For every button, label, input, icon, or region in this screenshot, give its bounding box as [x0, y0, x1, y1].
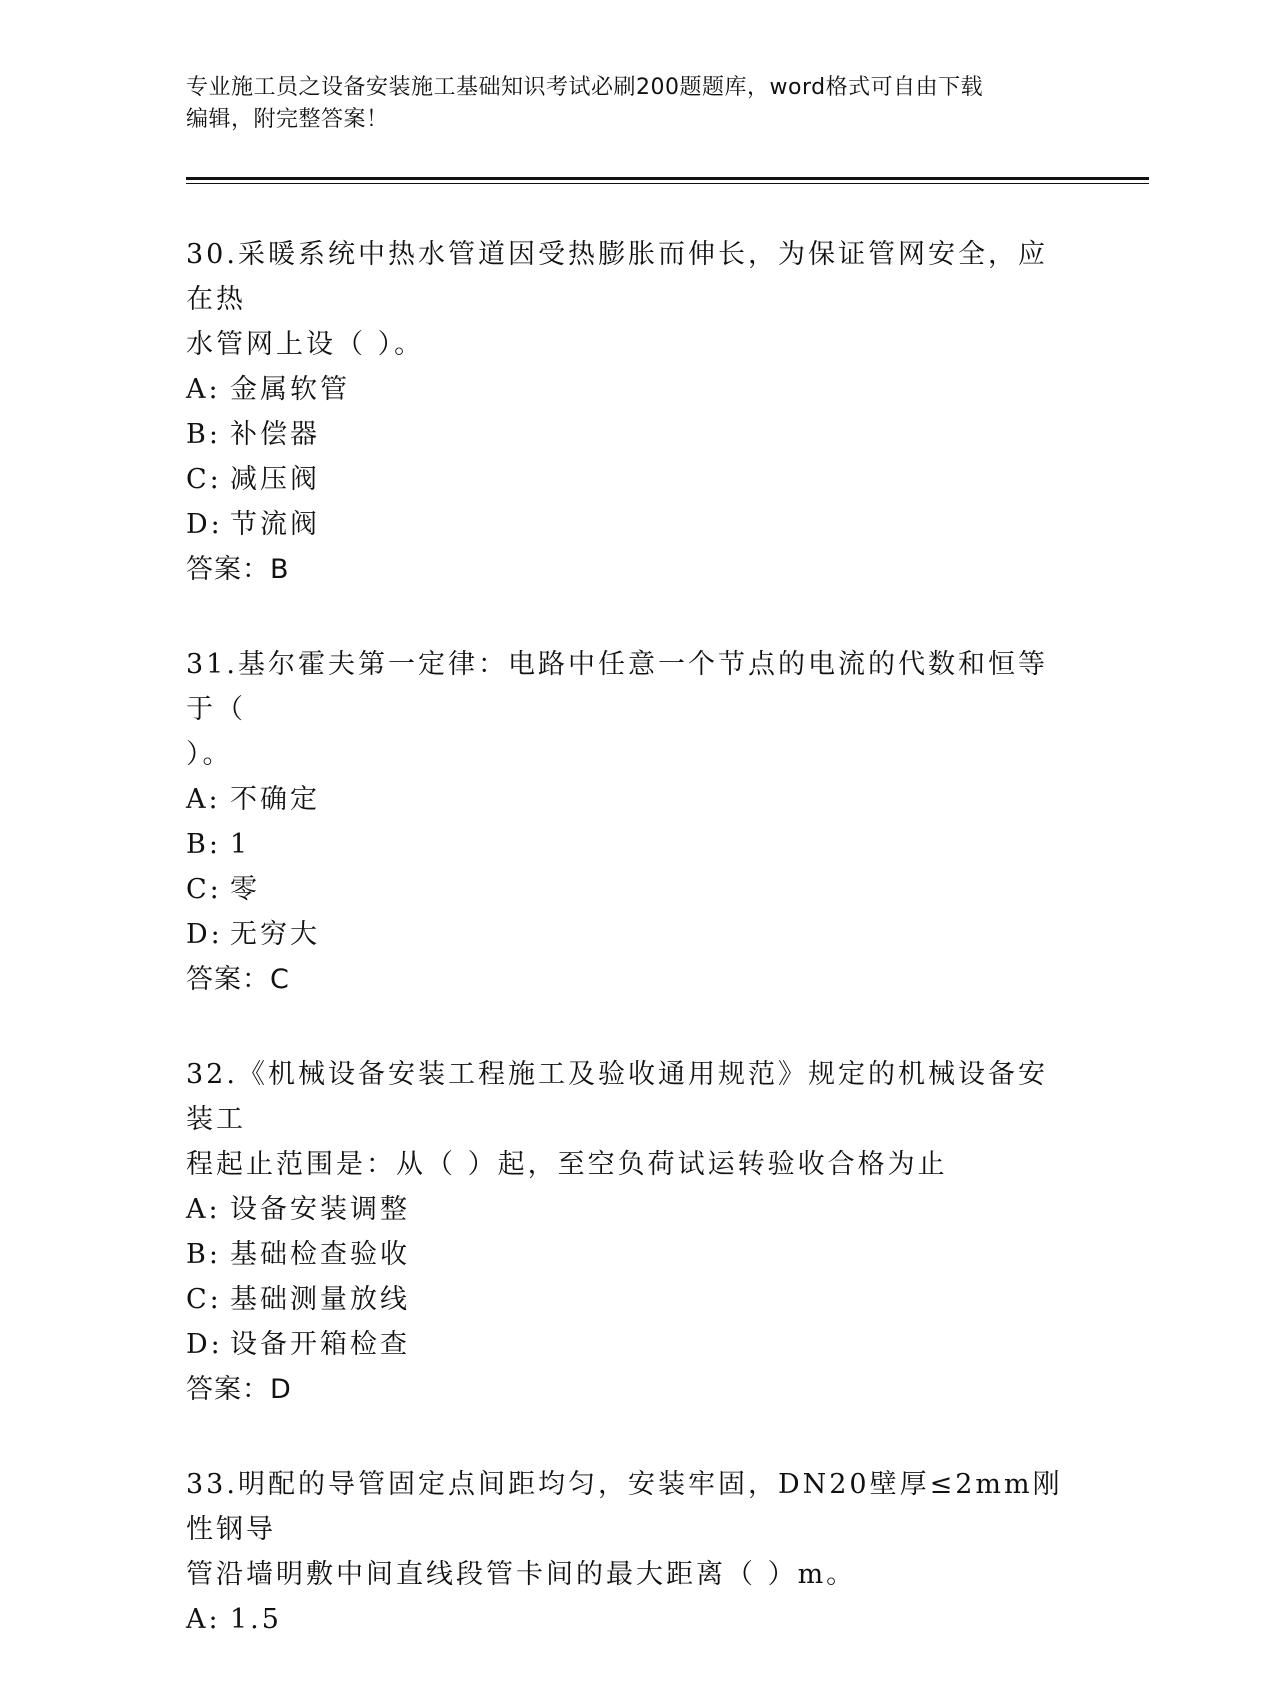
option-letter: A: — [186, 374, 221, 405]
option-a — [186, 777, 1066, 822]
option-b — [186, 1232, 1066, 1277]
question-text — [186, 642, 1066, 777]
option-letter: C: — [186, 874, 222, 905]
question-text-line-2: 管沿墙明敷中间直线段管卡间的最大距离（ ）m。 — [186, 1559, 857, 1590]
header-divider-thin — [186, 183, 1149, 184]
option-text: 金属软管 — [230, 374, 350, 405]
option-c — [186, 1277, 1066, 1322]
option-letter: A: — [186, 1604, 221, 1635]
option-letter: B: — [186, 1239, 221, 1270]
header-divider-thick — [186, 177, 1149, 180]
option-text: 无穷大 — [230, 919, 320, 950]
question-text-line-2: 程起止范围是：从（ ）起，至空负荷试运转验收合格为止 — [186, 1149, 948, 1180]
question-text — [186, 232, 1066, 367]
option-text: 补偿器 — [230, 419, 320, 450]
option-letter: A: — [186, 1194, 221, 1225]
question-32 — [186, 1052, 1066, 1412]
option-a — [186, 367, 1066, 412]
question-31 — [186, 642, 1066, 1002]
option-text: 基础检查验收 — [230, 1239, 410, 1270]
document-header — [186, 72, 1066, 136]
option-letter: B: — [186, 829, 221, 860]
option-text: 减压阀 — [230, 464, 320, 495]
option-d — [186, 502, 1066, 547]
option-text: 1.5 — [230, 1604, 282, 1635]
option-letter: A: — [186, 784, 221, 815]
option-text: 节流阀 — [230, 509, 320, 540]
question-30 — [186, 232, 1066, 592]
option-b — [186, 822, 1066, 867]
answer-line: 答案：B — [186, 554, 290, 585]
option-c — [186, 457, 1066, 502]
option-letter: D: — [186, 1329, 223, 1360]
question-text-line-1: 32.《机械设备安装工程施工及验收通用规范》规定的机械设备安装工 — [186, 1059, 1048, 1135]
question-text-line-1: 33.明配的导管固定点间距均匀，安装牢固，DN20壁厚≤2mm刚性钢导 — [186, 1469, 1063, 1545]
option-text: 不确定 — [230, 784, 320, 815]
option-text: 1 — [230, 829, 251, 860]
option-letter: B: — [186, 419, 221, 450]
option-text: 设备安装调整 — [230, 1194, 410, 1225]
question-text-line-2: ）。 — [186, 739, 233, 770]
option-c — [186, 867, 1066, 912]
option-d — [186, 912, 1066, 957]
header-line-1: 专业施工员之设备安装施工基础知识考试必刷200题题库，word格式可自由下载 — [186, 75, 984, 100]
option-letter: C: — [186, 1284, 222, 1315]
option-letter: D: — [186, 919, 223, 950]
option-text: 基础测量放线 — [230, 1284, 410, 1315]
question-list — [186, 232, 1066, 1692]
question-text — [186, 1052, 1066, 1187]
question-text-line-2: 水管网上设（ ）。 — [186, 329, 425, 360]
header-line-2: 编辑，附完整答案！ — [186, 107, 389, 132]
option-text: 零 — [230, 874, 260, 905]
option-a — [186, 1187, 1066, 1232]
question-text — [186, 1462, 1066, 1597]
answer-line: 答案：C — [186, 964, 290, 995]
option-letter: C: — [186, 464, 222, 495]
option-letter: D: — [186, 509, 223, 540]
option-a — [186, 1597, 1066, 1642]
option-d — [186, 1322, 1066, 1367]
question-33 — [186, 1462, 1066, 1642]
option-text: 设备开箱检查 — [230, 1329, 410, 1360]
question-text-line-1: 30.采暖系统中热水管道因受热膨胀而伸长，为保证管网安全，应在热 — [186, 239, 1048, 315]
answer-line: 答案：D — [186, 1374, 292, 1405]
option-b — [186, 412, 1066, 457]
question-text-line-1: 31.基尔霍夫第一定律：电路中任意一个节点的电流的代数和恒等于（ — [186, 649, 1048, 725]
